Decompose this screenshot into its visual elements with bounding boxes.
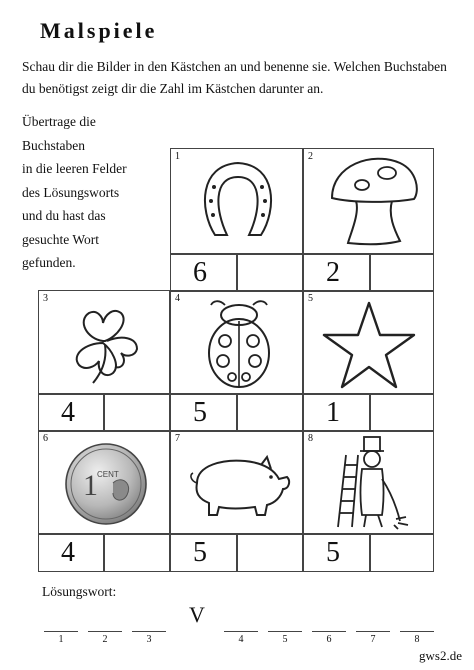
solution-slot-2[interactable] [88, 613, 122, 632]
slot-number: 6 [326, 634, 332, 645]
ladybug-icon [199, 297, 279, 391]
solution-slot-1[interactable] [44, 613, 78, 632]
picture-cell-4 [170, 290, 303, 394]
slot-number: 4 [238, 634, 244, 645]
slot-number: 7 [370, 634, 376, 645]
picture-cell-1 [170, 148, 303, 254]
side-line: gefunden. [22, 255, 76, 270]
clover-icon [63, 301, 149, 387]
solution-slot-5[interactable] [268, 613, 302, 632]
hint-box-1: 6 [170, 254, 237, 292]
solution-slot-8[interactable] [400, 613, 434, 632]
hint-box-8: 5 [303, 534, 370, 572]
slot-number: 8 [414, 634, 420, 645]
solution-slot-4[interactable] [224, 613, 258, 632]
side-line: Übertrage die [22, 114, 96, 129]
letter-box-6 [104, 534, 170, 572]
cell-number: 8 [308, 433, 313, 444]
picture-cell-6 [38, 430, 170, 534]
side-instructions [22, 110, 162, 275]
coin-icon [61, 439, 151, 529]
svg-text:CENT: CENT [97, 470, 119, 479]
hint-box-7: 5 [170, 534, 237, 572]
side-line: des Lösungsworts [22, 184, 120, 200]
side-line: gesuchte Wort [22, 231, 100, 247]
side-line: Buchstaben [22, 137, 85, 153]
cell-number: 5 [308, 293, 313, 304]
side-line: in die leeren Felder [22, 161, 127, 176]
solution-label: Lösungswort: [42, 584, 117, 599]
solution-slot-3[interactable] [132, 613, 166, 632]
page-title: Malspiele [40, 18, 158, 43]
intro-text: Schau dir die Bilder in den Kästchen an und benenne sie. Welchen Buchstaben du benötigst zeigt dir die Zahl im Kästchen darunter an. [22, 59, 447, 96]
cell-number: 6 [43, 433, 48, 444]
cell-number: 1 [175, 151, 180, 162]
picture-cell-7 [170, 430, 303, 534]
cell-number: 4 [175, 293, 180, 304]
letter-box-7 [237, 534, 303, 572]
hint-box-6: 4 [38, 534, 104, 572]
slot-number: 2 [102, 634, 108, 645]
footer-source: gws2.de [419, 648, 462, 663]
letter-box-8 [370, 534, 434, 572]
cell-number: 2 [308, 151, 313, 162]
hint-box-3: 4 [38, 394, 104, 432]
solution-slot-6[interactable] [312, 613, 346, 632]
letter-box-3 [104, 394, 170, 432]
letter-box-1 [237, 254, 303, 292]
hint-box-4: 5 [170, 394, 237, 432]
picture-cell-3 [38, 290, 170, 394]
solution-slot-given: V [189, 602, 205, 627]
cell-number: 7 [175, 433, 180, 444]
hint-box-5: 1 [303, 394, 370, 432]
letter-box-2 [370, 254, 434, 292]
cell-number: 3 [43, 293, 48, 304]
mushroom-icon [322, 153, 422, 249]
star-icon [322, 299, 416, 389]
picture-cell-2 [303, 148, 434, 254]
slot-number: 1 [58, 634, 64, 645]
letter-box-5 [370, 394, 434, 432]
hint-box-2: 2 [303, 254, 370, 292]
pig-icon [183, 453, 293, 523]
picture-cell-8 [303, 430, 434, 534]
slot-number: 3 [146, 634, 152, 645]
horseshoe-icon [193, 155, 283, 245]
side-line: und du hast das [22, 208, 106, 223]
chimney-sweep-icon [332, 435, 412, 531]
letter-box-4 [237, 394, 303, 432]
slot-number: 5 [282, 634, 288, 645]
picture-cell-5 [303, 290, 434, 394]
solution-slot-7[interactable] [356, 613, 390, 632]
svg-text:1: 1 [83, 469, 98, 502]
